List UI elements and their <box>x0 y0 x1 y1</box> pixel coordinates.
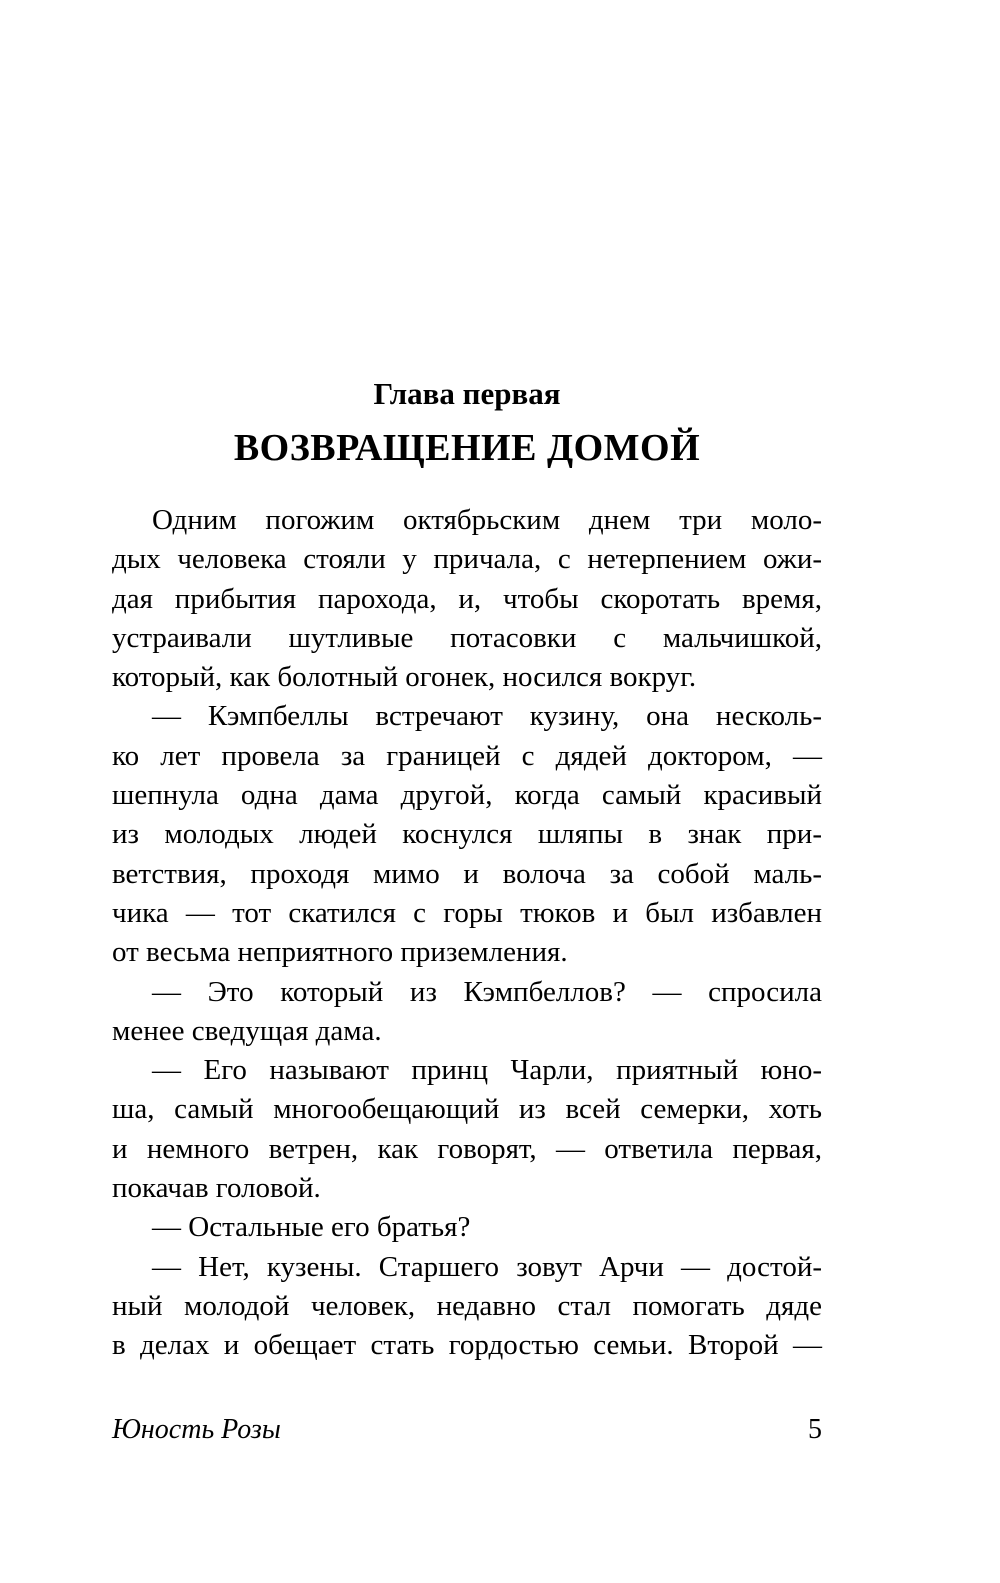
paragraph <box>112 697 822 972</box>
text-line: покачав головой. <box>112 1172 321 1205</box>
text-line: и немного ветрен, как говорят, — ответила первая, <box>112 1132 822 1165</box>
text-line: который, как болотный огонек, носился вокруг. <box>112 661 697 694</box>
text-line: менее сведущая дама. <box>112 1014 382 1047</box>
paragraph <box>112 1248 822 1366</box>
text-line: Одним погожим октябрьским днем три моло- <box>152 504 822 536</box>
text-line: чика — тот скатился с горы тюков и был избавлен <box>112 896 822 929</box>
text-line: — Это который из Кэмпбеллов? — спросила <box>152 975 822 1008</box>
text-line: дая прибытия парохода, и, чтобы скоротать время, <box>112 582 822 615</box>
text-line: устраивали шутливые потасовки с мальчишкой, <box>112 621 822 654</box>
running-title: Юность Розы <box>112 1414 281 1445</box>
chapter-title: ВОЗВРАЩЕНИЕ ДОМОЙ <box>233 427 701 469</box>
text-line: — Нет, кузены. Старшего зовут Арчи — достой- <box>152 1250 822 1283</box>
paragraph <box>112 1208 822 1247</box>
text-line: дых человека стояли у причала, с нетерпением ожи- <box>112 543 822 576</box>
text-line: ко лет провела за границей с дядей доктором, — <box>112 739 822 772</box>
paragraph <box>112 973 822 1052</box>
text-line: в делах и обещает стать гордостью семьи. Второй — <box>112 1329 822 1362</box>
page-number: 5 <box>808 1414 822 1445</box>
text-line: ветствия, проходя мимо и волоча за собой маль- <box>112 857 822 890</box>
text-line: — Остальные его братья? <box>152 1211 471 1244</box>
text-line: ша, самый многообещающий из всей семерки, хоть <box>112 1093 822 1126</box>
text-line: ный молодой человек, недавно стал помогать дяде <box>112 1289 822 1322</box>
text-line: — Его называют принц Чарли, приятный юно- <box>152 1054 822 1087</box>
text-line: из молодых людей коснулся шляпы в знак при- <box>112 818 822 851</box>
text-line: шепнула одна дама другой, когда самый красивый <box>112 779 822 812</box>
text-line: — Кэмпбеллы встречают кузину, она несколь- <box>152 700 822 733</box>
text-line: от весьма неприятного приземления. <box>112 936 568 969</box>
paragraph <box>112 501 822 697</box>
paragraph <box>112 1051 822 1208</box>
page-footer <box>112 1413 822 1447</box>
body-text <box>112 501 822 1366</box>
chapter-label: Глава первая <box>373 376 561 411</box>
